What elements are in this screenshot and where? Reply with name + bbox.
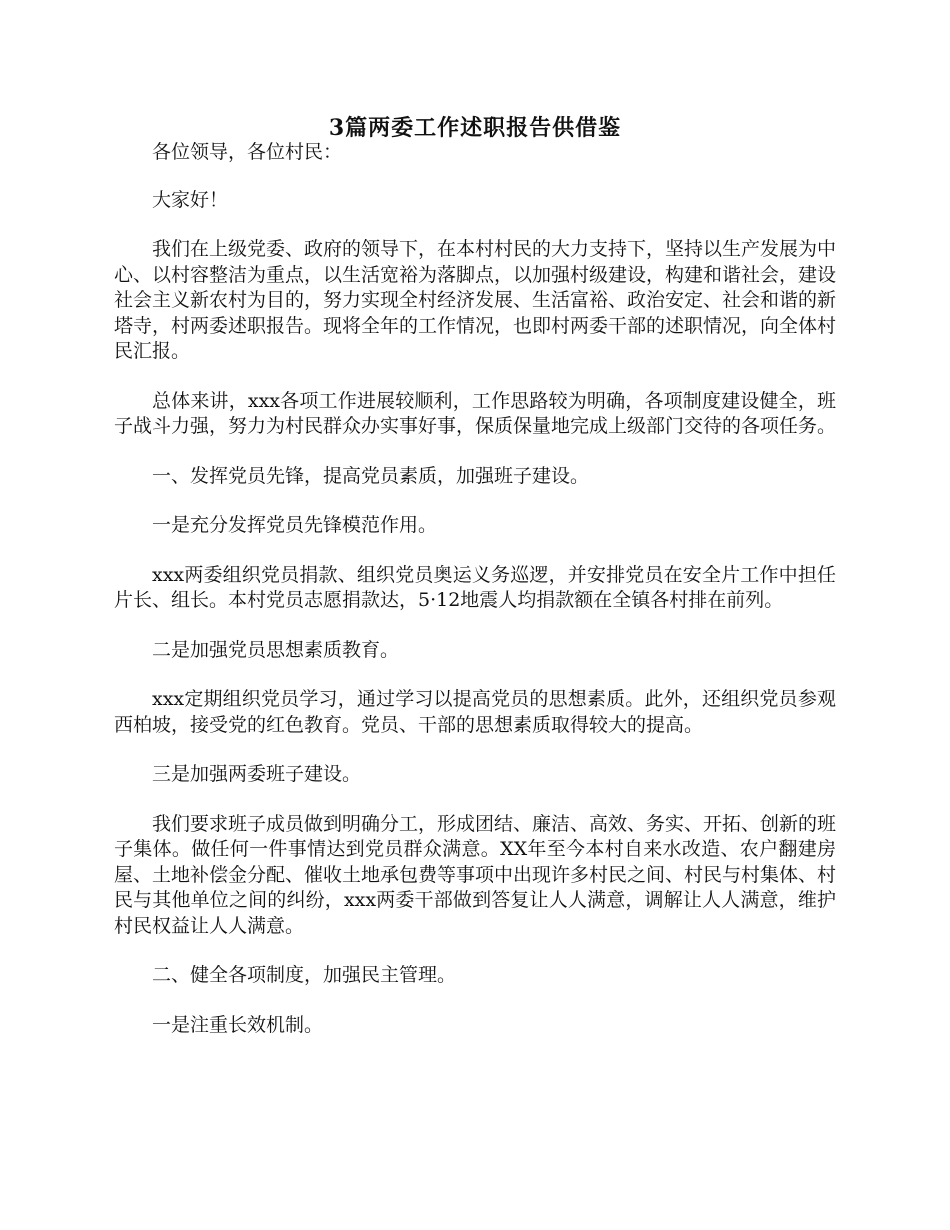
paragraph-1-2: xxx定期组织党员学习，通过学习以提高党员的思想素质。此外，还组织党员参观西柏坡，接受党的红色教育。党员、干部的思想素质取得较大的提高。 bbox=[114, 688, 836, 736]
paragraph-1-3: 我们要求班子成员做到明确分工，形成团结、廉洁、高效、务实、开拓、创新的班子集体。做任何一件事情达到党员群众满意。XX年至今本村自来水改造、农户翻建房屋、土地补偿金分配、催收土地承包费等事项中出现许多村民之间、村民与村集体、村民与其他单位之间的纠纷，xxx两委干部做到答复让人人满意，调解让人人满意，维护村民权益让人人满意。 bbox=[114, 812, 837, 937]
subheading-1-2: 二是加强党员思想素质教育。 bbox=[152, 638, 400, 661]
subheading-2-1: 一是注重长效机制。 bbox=[152, 1013, 324, 1036]
paragraph-greeting: 大家好！ bbox=[152, 188, 229, 211]
paragraph-1-1: xxx两委组织党员捐款、组织党员奥运义务巡逻，并安排党员在安全片工作中担任片长、组长。本村党员志愿捐款达，5·12地震人均捐款额在全镇各村排在前列。 bbox=[114, 563, 836, 611]
document-title: 3篇两委工作述职报告供借鉴 bbox=[328, 115, 622, 141]
paragraph-salutation: 各位领导，各位村民： bbox=[152, 141, 343, 163]
paragraph-intro: 我们在上级党委、政府的领导下，在本村村民的大力支持下，坚持以生产发展为中心、以村容整洁为重点，以生活宽裕为落脚点，以加强村级建设，构建和谐社会，建设社会主义新农村为目的，努力实现全村经济发展、生活富裕、政治安定、社会和谐的新塔寺，村两委述职报告。现将全年的工作情况，也即村两委干部的述职情况，向全体村民汇报。 bbox=[114, 238, 837, 362]
subheading-1-3: 三是加强两委班子建设。 bbox=[152, 763, 362, 785]
subheading-1-1: 一是充分发挥党员先锋模范作用。 bbox=[152, 514, 438, 536]
document-body bbox=[114, 140, 836, 1062]
section-heading-1: 一、发挥党员先锋，提高党员素质，加强班子建设。 bbox=[152, 464, 590, 487]
section-heading-2: 二、健全各项制度，加强民主管理。 bbox=[152, 964, 457, 986]
paragraph-summary: 总体来讲，xxx各项工作进展较顺利，工作思路较为明确，各项制度建设健全，班子战斗力强，努力为村民群众办实事好事，保质保量地完成上级部门交待的各项任务。 bbox=[114, 389, 837, 437]
